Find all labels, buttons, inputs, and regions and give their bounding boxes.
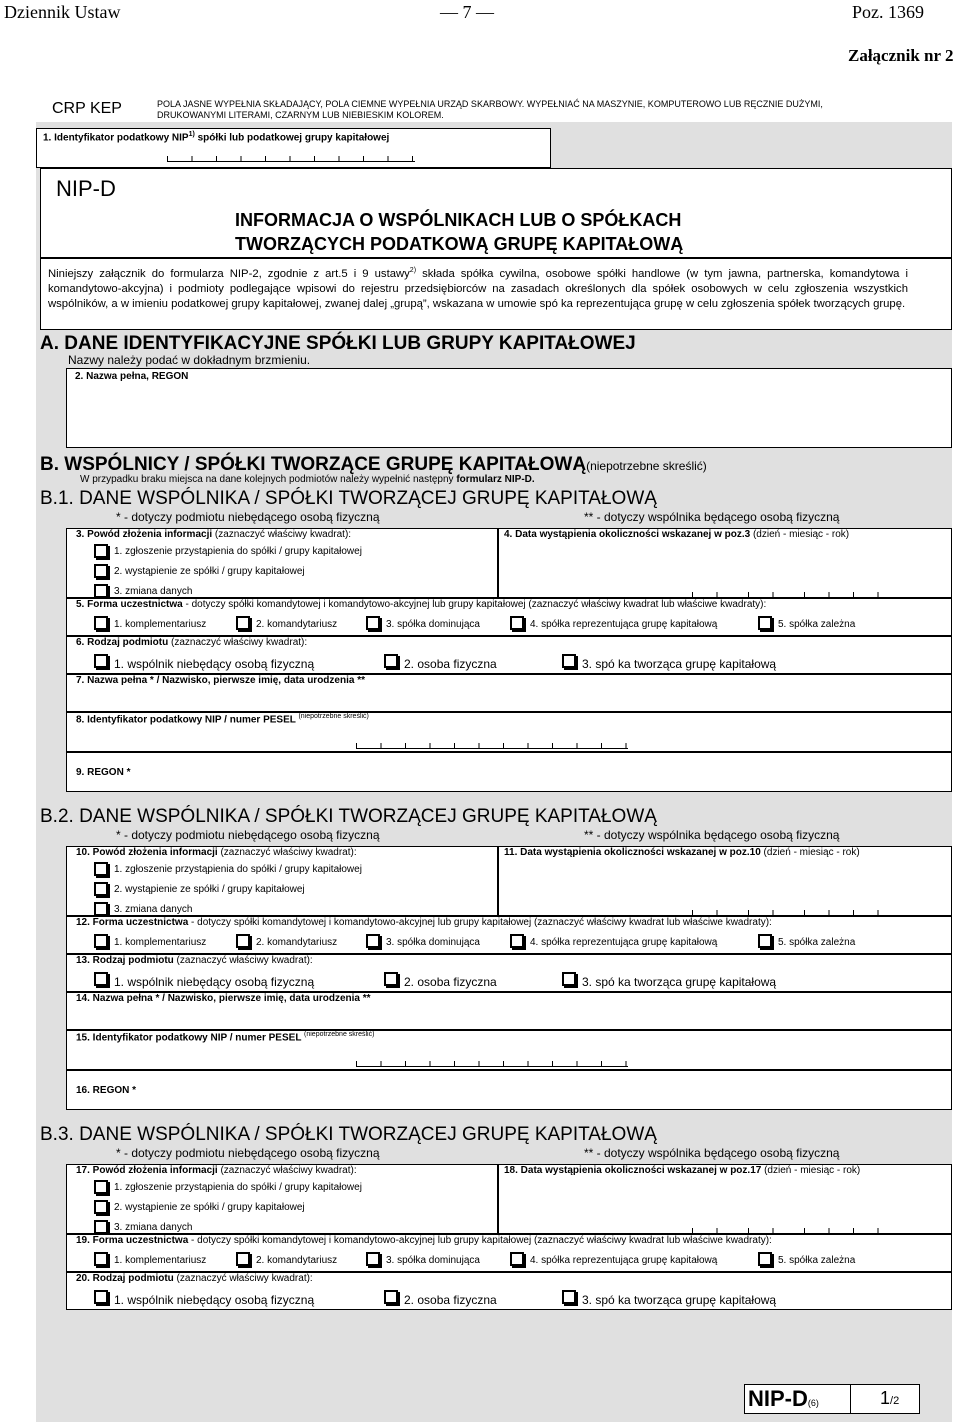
participation-checkbox[interactable] <box>366 1252 380 1266</box>
nip-field[interactable]: 1. Identyfikator podatkowy NIP$^{1)}$ spółki lub podatkowej grupy kapitałowej <box>36 128 551 168</box>
footnote-double-star: ** - dotyczy wspólnika będącego osobą fizyczną <box>584 828 840 842</box>
participation-option: 3. spółka dominująca <box>386 937 480 948</box>
form-code: NIP-D <box>56 176 116 201</box>
regon-field[interactable] <box>66 1070 952 1110</box>
participation-checkbox[interactable] <box>94 616 108 630</box>
block-title: B.1. DANE WSPÓLNIKA / SPÓŁKI TWORZĄCEJ GRUPĘ KAPITAŁOWĄ <box>40 488 657 509</box>
participation-option: 4. spółka reprezentująca grupę kapitałową <box>530 619 718 630</box>
participation-option: 1. komplementariusz <box>114 1255 207 1266</box>
section-b-title: B. WSPÓLNICY / SPÓŁKI TWORZĄCE GRUPĘ KAPITAŁOWĄ(niepotrzebne skreślić) <box>40 454 707 475</box>
entity-type-checkbox[interactable] <box>562 654 576 668</box>
reason-checkbox[interactable] <box>94 1200 108 1214</box>
name-regon-field[interactable]: 2. Nazwa pełna, REGON <box>66 368 952 448</box>
participation-option: 2. komandytariusz <box>256 619 338 630</box>
reason-checkbox[interactable] <box>94 862 108 876</box>
journal-name: Dziennik Ustaw <box>4 2 121 22</box>
participation-label: 19. Forma uczestnictwa - dotyczy spółki komandytowej i komandytowo-akcyjnej lub grupy kapitałowej (zaznaczyć właściwy kwadrat lub właściwe kwadraty): <box>76 1235 772 1246</box>
fill-instructions: POLA JASNE WYPEŁNIA SKŁADAJĄCY, POLA CIEMNE WYPEŁNIA URZĄD SKARBOWY. WYPEŁNIAĆ NA MASZYNIE, KOMPUTEROWO LUB RĘCZNIE DUŻYMI, DRUKOWANYMI LITERAMI, CZARNYM LUB NIEBIESKIM KOLOREM. <box>157 99 823 120</box>
participation-checkbox[interactable] <box>510 616 524 630</box>
entity-type-checkbox[interactable] <box>384 972 398 986</box>
footnote-double-star: ** - dotyczy wspólnika będącego osobą fizyczną <box>584 1146 840 1160</box>
participation-option: 5. spółka zależna <box>778 937 856 948</box>
participation-option: 2. komandytariusz <box>256 937 338 948</box>
nip-pesel-label: 15. Identyfikator podatkowy NIP / numer PESEL $^{(niepotrzebne skreślić)}$ <box>76 1031 375 1044</box>
reason-label: 3. Powód złożenia informacji (zaznaczyć właściwy kwadrat): <box>76 529 352 540</box>
entity-type-option: 2. osoba fizyczna <box>404 975 497 989</box>
footer-code: NIP-D(6) <box>748 1386 819 1411</box>
participation-checkbox[interactable] <box>510 1252 524 1266</box>
participation-option: 4. spółka reprezentująca grupę kapitałową <box>530 1255 718 1266</box>
reason-option: 2. wystąpienie ze spółki / grupy kapitałowej <box>114 566 305 577</box>
participation-option: 5. spółka zależna <box>778 619 856 630</box>
participation-label: 5. Forma uczestnictwa - dotyczy spółki komandytowej i komandytowo-akcyjnej lub grupy kapitałowej (zaznaczyć właściwy kwadrat lub właściwe kwadraty): <box>76 599 767 610</box>
reason-label: 17. Powód złożenia informacji (zaznaczyć właściwy kwadrat): <box>76 1165 357 1176</box>
reason-checkbox[interactable] <box>94 564 108 578</box>
entity-type-option: 2. osoba fizyczna <box>404 657 497 671</box>
participation-checkbox[interactable] <box>94 1252 108 1266</box>
footnote-star: * - dotyczy podmiotu niebędącego osobą fizyczną <box>116 828 380 842</box>
reason-option: 1. zgłoszenie przystąpienia do spółki / grupy kapitałowej <box>114 864 362 875</box>
entity-type-checkbox[interactable] <box>94 654 108 668</box>
participation-option: 1. komplementariusz <box>114 619 207 630</box>
full-name-label: 14. Nazwa pełna * / Nazwisko, pierwsze imię, data urodzenia ** <box>76 993 371 1004</box>
block-title: B.2. DANE WSPÓLNIKA / SPÓŁKI TWORZĄCEJ GRUPĘ KAPITAŁOWĄ <box>40 806 657 827</box>
participation-checkbox[interactable] <box>366 934 380 948</box>
participation-checkbox[interactable] <box>758 934 772 948</box>
reason-option: 1. zgłoszenie przystąpienia do spółki / grupy kapitałowej <box>114 1182 362 1193</box>
regon-field[interactable] <box>66 752 952 792</box>
position-number: Poz. 1369 <box>852 2 924 22</box>
participation-checkbox[interactable] <box>758 1252 772 1266</box>
date-label: 11. Data wystąpienia okoliczności wskazanej w poz.10 (dzień - miesiąc - rok) <box>504 847 860 858</box>
section-a-note: Nazwy należy podać w dokładnym brzmieniu. <box>68 353 311 367</box>
entity-type-label: 6. Rodzaj podmiotu (zaznaczyć właściwy kwadrat): <box>76 637 308 648</box>
entity-type-checkbox[interactable] <box>94 972 108 986</box>
block-title: B.3. DANE WSPÓLNIKA / SPÓŁKI TWORZĄCEJ GRUPĘ KAPITAŁOWĄ <box>40 1124 657 1145</box>
footnote-star: * - dotyczy podmiotu niebędącego osobą fizyczną <box>116 1146 380 1160</box>
entity-type-option: 1. wspólnik niebędący osobą fizyczną <box>114 1293 315 1307</box>
regon-label: 9. REGON * <box>76 767 131 778</box>
entity-type-option: 3. spó ka tworząca grupę kapitałową <box>582 1293 777 1307</box>
entity-type-option: 1. wspólnik niebędący osobą fizyczną <box>114 657 315 671</box>
date-label: 4. Data wystąpienia okoliczności wskazanej w poz.3 (dzień - miesiąc - rok) <box>504 529 850 540</box>
reason-option: 1. zgłoszenie przystąpienia do spółki / grupy kapitałowej <box>114 546 362 557</box>
participation-checkbox[interactable] <box>236 616 250 630</box>
reason-checkbox[interactable] <box>94 1180 108 1194</box>
attachment-label: Załącznik nr 2 <box>848 46 954 65</box>
footnote-star: * - dotyczy podmiotu niebędącego osobą fizyczną <box>116 510 380 524</box>
nip-pesel-cells[interactable] <box>356 1061 628 1067</box>
entity-type-checkbox[interactable] <box>562 972 576 986</box>
entity-type-label: 20. Rodzaj podmiotu (zaznaczyć właściwy kwadrat): <box>76 1273 313 1284</box>
participation-option: 2. komandytariusz <box>256 1255 338 1266</box>
reason-checkbox[interactable] <box>94 544 108 558</box>
reason-checkbox[interactable] <box>94 882 108 896</box>
reason-label: 10. Powód złożenia informacji (zaznaczyć właściwy kwadrat): <box>76 847 357 858</box>
entity-type-checkbox[interactable] <box>562 1290 576 1304</box>
participation-checkbox[interactable] <box>236 934 250 948</box>
participation-checkbox[interactable] <box>366 616 380 630</box>
entity-type-option: 3. spó ka tworząca grupę kapitałową <box>582 657 777 671</box>
participation-label: 12. Forma uczestnictwa - dotyczy spółki komandytowej i komandytowo-akcyjnej lub grupy kapitałowej (zaznaczyć właściwy kwadrat lub właściwe kwadraty): <box>76 917 772 928</box>
entity-type-label: 13. Rodzaj podmiotu (zaznaczyć właściwy kwadrat): <box>76 955 313 966</box>
reason-option: 2. wystąpienie ze spółki / grupy kapitałowej <box>114 884 305 895</box>
reason-checkbox[interactable] <box>94 584 108 598</box>
footer-page: 1/2 <box>880 1388 900 1408</box>
nip-pesel-label: 8. Identyfikator podatkowy NIP / numer PESEL $^{(niepotrzebne skreślić)}$ <box>76 713 369 726</box>
entity-type-option: 1. wspólnik niebędący osobą fizyczną <box>114 975 315 989</box>
reason-option: 2. wystąpienie ze spółki / grupy kapitałowej <box>114 1202 305 1213</box>
nip-pesel-cells[interactable] <box>356 743 628 749</box>
section-b-note: W przypadku braku miejsca na dane kolejnych podmiotów należy wypełnić następny formularz NIP-D. <box>80 474 535 485</box>
entity-type-option: 3. spó ka tworząca grupę kapitałową <box>582 975 777 989</box>
entity-type-checkbox[interactable] <box>94 1290 108 1304</box>
entity-type-checkbox[interactable] <box>384 1290 398 1304</box>
intro-paragraph: Niniejszy załącznik do formularza NIP-2, zgodnie z art.5 i 9 ustawy$^{2)}$ składa spółka cywilna, osobowe spółki handlowe (w tym jawna, partnerska, komandytowa i komandytowo-akcyjna) i podmioty podlegające wpisowi do rejestru przedsiębiorców na zasadach określonych dla spółek osobowych w celu zgłoszenia wszystkich wspólników, a w imieniu podatkowej grupy kapitałowej, zwanej dalej „grupą”, wskazana w umowie spó ka reprezentująca grupę w celu zgłoszenia spółek tworzących grupę. <box>48 267 908 310</box>
participation-option: 3. spółka dominująca <box>386 619 480 630</box>
reason-option: 3. zmiana danych <box>114 586 193 597</box>
participation-checkbox[interactable] <box>758 616 772 630</box>
participation-option: 5. spółka zależna <box>778 1255 856 1266</box>
nip-digit-cells[interactable] <box>167 156 415 162</box>
full-name-label: 7. Nazwa pełna * / Nazwisko, pierwsze imię, data urodzenia ** <box>76 675 365 686</box>
footnote-double-star: ** - dotyczy wspólnika będącego osobą fizyczną <box>584 510 840 524</box>
participation-checkbox[interactable] <box>94 934 108 948</box>
reason-checkbox[interactable] <box>94 1220 108 1234</box>
reason-checkbox[interactable] <box>94 902 108 916</box>
page-number: — 7 — <box>440 2 494 22</box>
participation-option: 1. komplementariusz <box>114 937 207 948</box>
participation-option: 3. spółka dominująca <box>386 1255 480 1266</box>
entity-type-option: 2. osoba fizyczna <box>404 1293 497 1307</box>
reason-option: 3. zmiana danych <box>114 904 193 915</box>
reason-option: 3. zmiana danych <box>114 1222 193 1233</box>
date-label: 18. Data wystąpienia okoliczności wskazanej w poz.17 (dzień - miesiąc - rok) <box>504 1165 861 1176</box>
form-title: INFORMACJA O WSPÓLNIKACH LUB O SPÓŁKACH TWORZĄCYCH PODATKOWĄ GRUPĘ KAPITAŁOWĄ <box>235 210 684 254</box>
section-a-title: A. DANE IDENTYFIKACYJNE SPÓŁKI LUB GRUPY KAPITAŁOWEJ <box>40 333 636 354</box>
participation-checkbox[interactable] <box>236 1252 250 1266</box>
participation-option: 4. spółka reprezentująca grupę kapitałową <box>530 937 718 948</box>
crp-kep-label: CRP KEP <box>52 100 122 117</box>
regon-label: 16. REGON * <box>76 1085 137 1096</box>
participation-checkbox[interactable] <box>510 934 524 948</box>
entity-type-checkbox[interactable] <box>384 654 398 668</box>
